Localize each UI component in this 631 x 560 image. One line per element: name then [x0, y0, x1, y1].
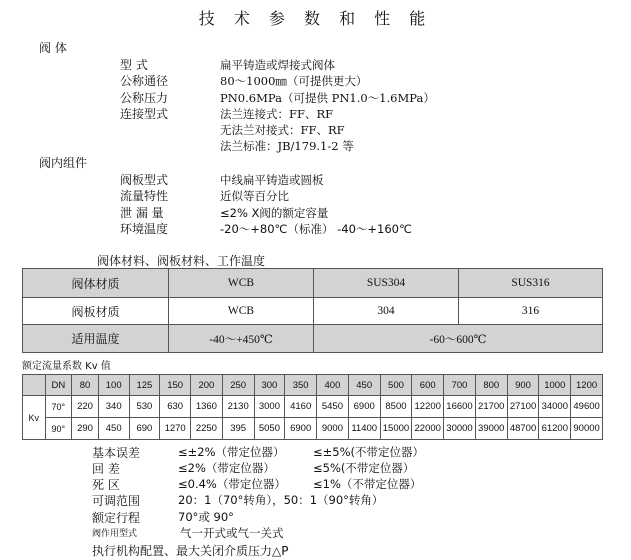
- kv-value-cell: 15000: [380, 418, 412, 440]
- kv-value-cell: 4160: [285, 396, 317, 418]
- kv-dn-cell: 250: [222, 375, 254, 396]
- kv-value-cell: 34000: [539, 396, 571, 418]
- kv-value-cell: 1270: [160, 418, 191, 440]
- spec-value: 80～1000㎜（可提供更大）: [220, 74, 368, 88]
- body-extra-line-1: 无法兰对接式：FF、RF: [220, 123, 345, 137]
- kv-value-cell: 5050: [254, 418, 285, 440]
- kv-value-cell: 450: [98, 418, 129, 440]
- performance-label: 额定行程: [92, 511, 141, 525]
- spec-value: PN0.6MPa（可提供 PN1.0～1.6MPa）: [220, 91, 435, 105]
- kv-value-cell: 6900: [348, 396, 380, 418]
- kv-value-cell: 48700: [507, 418, 539, 440]
- section-body-heading: 阀 体: [39, 41, 67, 55]
- materials-cell: SUS316: [459, 269, 603, 298]
- kv-dn-cell: 900: [507, 375, 539, 396]
- kv-value-cell: 12200: [412, 396, 444, 418]
- kv-dn-cell: 150: [160, 375, 191, 396]
- kv-value-cell: 5450: [317, 396, 349, 418]
- kv-corner-cell: [23, 375, 46, 396]
- kv-value-cell: 11400: [348, 418, 380, 440]
- kv-table: [22, 374, 603, 440]
- performance-value-alt: ≤1%（不带定位器）: [313, 477, 422, 491]
- kv-angle-cell: 70°: [45, 396, 72, 418]
- spec-value: ≤2% X阀的额定容量: [220, 206, 329, 220]
- kv-dn-cell: 1000: [539, 375, 571, 396]
- spec-label: 流量特性: [120, 189, 169, 203]
- materials-table: [22, 268, 603, 353]
- kv-value-cell: 3000: [254, 396, 285, 418]
- materials-temp-label: 适用温度: [23, 325, 169, 353]
- kv-value-cell: 1360: [191, 396, 223, 418]
- body-extra-line-2: 法兰标准：JB/179.1-2 等: [220, 139, 354, 153]
- kv-dn-cell: 200: [191, 375, 223, 396]
- kv-dn-cell: 400: [317, 375, 349, 396]
- kv-value-cell: 61200: [539, 418, 571, 440]
- kv-value-cell: 630: [160, 396, 191, 418]
- spec-label: 型 式: [120, 58, 148, 72]
- materials-caption: 阀体材料、阀板材料、工作温度: [97, 254, 266, 268]
- kv-dn-cell: 100: [98, 375, 129, 396]
- materials-cell: WCB: [169, 298, 314, 325]
- materials-cell: WCB: [169, 269, 314, 298]
- kv-value-cell: 6900: [285, 418, 317, 440]
- kv-value-cell: 30000: [444, 418, 476, 440]
- performance-value: ≤±2%（带定位器）: [178, 445, 285, 459]
- kv-dn-cell: 800: [475, 375, 507, 396]
- kv-dn-cell: 300: [254, 375, 285, 396]
- table-row: [23, 396, 603, 418]
- materials-body-label: 阀体材质: [23, 269, 169, 298]
- kv-value-cell: 49600: [571, 396, 603, 418]
- materials-cell: 304: [314, 298, 459, 325]
- kv-value-cell: 530: [129, 396, 160, 418]
- kv-value-cell: 340: [98, 396, 129, 418]
- kv-dn-cell: 500: [380, 375, 412, 396]
- kv-value-cell: 16600: [444, 396, 476, 418]
- action-type-label: 阀作用型式: [92, 529, 138, 539]
- kv-value-cell: 290: [72, 418, 99, 440]
- kv-value-cell: 690: [129, 418, 160, 440]
- page-title: 技 术 参 数 和 性 能: [198, 9, 433, 28]
- performance-value: ≤0.4%（带定位器）: [178, 477, 286, 491]
- table-row: [23, 298, 603, 325]
- section-internals-heading: 阀内组件: [39, 156, 88, 170]
- table-row: [23, 325, 603, 353]
- kv-value-cell: 220: [72, 396, 99, 418]
- action-type-value: 气一开式或气一关式: [180, 526, 284, 540]
- materials-cell: 316: [459, 298, 603, 325]
- kv-value-cell: 39000: [475, 418, 507, 440]
- kv-value-cell: 90000: [571, 418, 603, 440]
- kv-angle-cell: 90°: [45, 418, 72, 440]
- spec-value: 近似等百分比: [220, 189, 289, 203]
- spec-value: 扁平铸造或焊接式阀体: [220, 58, 335, 72]
- performance-label: 死 区: [92, 478, 120, 492]
- spec-label: 阀板型式: [120, 173, 169, 187]
- table-row: [23, 269, 603, 298]
- materials-disc-label: 阀板材质: [23, 298, 169, 325]
- performance-label: 基本误差: [92, 446, 141, 460]
- spec-value: 法兰连接式：FF、RF: [220, 107, 334, 121]
- performance-value-alt: ≤±5%(不带定位器）: [313, 445, 425, 459]
- performance-value: ≤2%（带定位器）: [178, 461, 275, 475]
- performance-value: 20：1（70°转角），50：1（90°转角）: [178, 493, 384, 507]
- table-row: [23, 418, 603, 440]
- kv-value-cell: 2130: [222, 396, 254, 418]
- kv-value-cell: 21700: [475, 396, 507, 418]
- kv-label: Kv: [23, 396, 46, 440]
- kv-dn-cell: 1200: [571, 375, 603, 396]
- spec-label: 公称通径: [120, 74, 169, 88]
- last-line: 执行机构配置、最大关闭介质压力△P: [92, 544, 289, 558]
- spec-label: 环境温度: [120, 222, 169, 236]
- kv-caption: 额定流量系数 Kv 值: [22, 361, 111, 372]
- kv-dn-cell: 600: [412, 375, 444, 396]
- kv-dn-cell: 80: [72, 375, 99, 396]
- kv-value-cell: 22000: [412, 418, 444, 440]
- spec-value: -20～+80℃（标准） -40～+160℃: [220, 222, 412, 236]
- kv-value-cell: 395: [222, 418, 254, 440]
- kv-dn-cell: 700: [444, 375, 476, 396]
- kv-dn-cell: 125: [129, 375, 160, 396]
- kv-value-cell: 9000: [317, 418, 349, 440]
- kv-dn-cell: 450: [348, 375, 380, 396]
- performance-value-alt: ≤5%(不带定位器）: [313, 461, 415, 475]
- performance-label: 回 差: [92, 462, 120, 476]
- materials-cell: SUS304: [314, 269, 459, 298]
- spec-value: 中线扁平铸造或圆板: [220, 173, 324, 187]
- materials-cell: -60～600℃: [314, 325, 603, 353]
- spec-label: 公称压力: [120, 91, 169, 105]
- spec-label: 连接型式: [120, 107, 169, 121]
- kv-value-cell: 2250: [191, 418, 223, 440]
- kv-value-cell: 8500: [380, 396, 412, 418]
- kv-dn-label: DN: [45, 375, 72, 396]
- spec-label: 泄 漏 量: [120, 206, 164, 220]
- kv-value-cell: 27100: [507, 396, 539, 418]
- materials-cell: -40～+450℃: [169, 325, 314, 353]
- kv-header-row: [23, 375, 603, 396]
- performance-value: 70°或 90°: [178, 510, 234, 524]
- kv-dn-cell: 350: [285, 375, 317, 396]
- performance-label: 可调范围: [92, 494, 141, 508]
